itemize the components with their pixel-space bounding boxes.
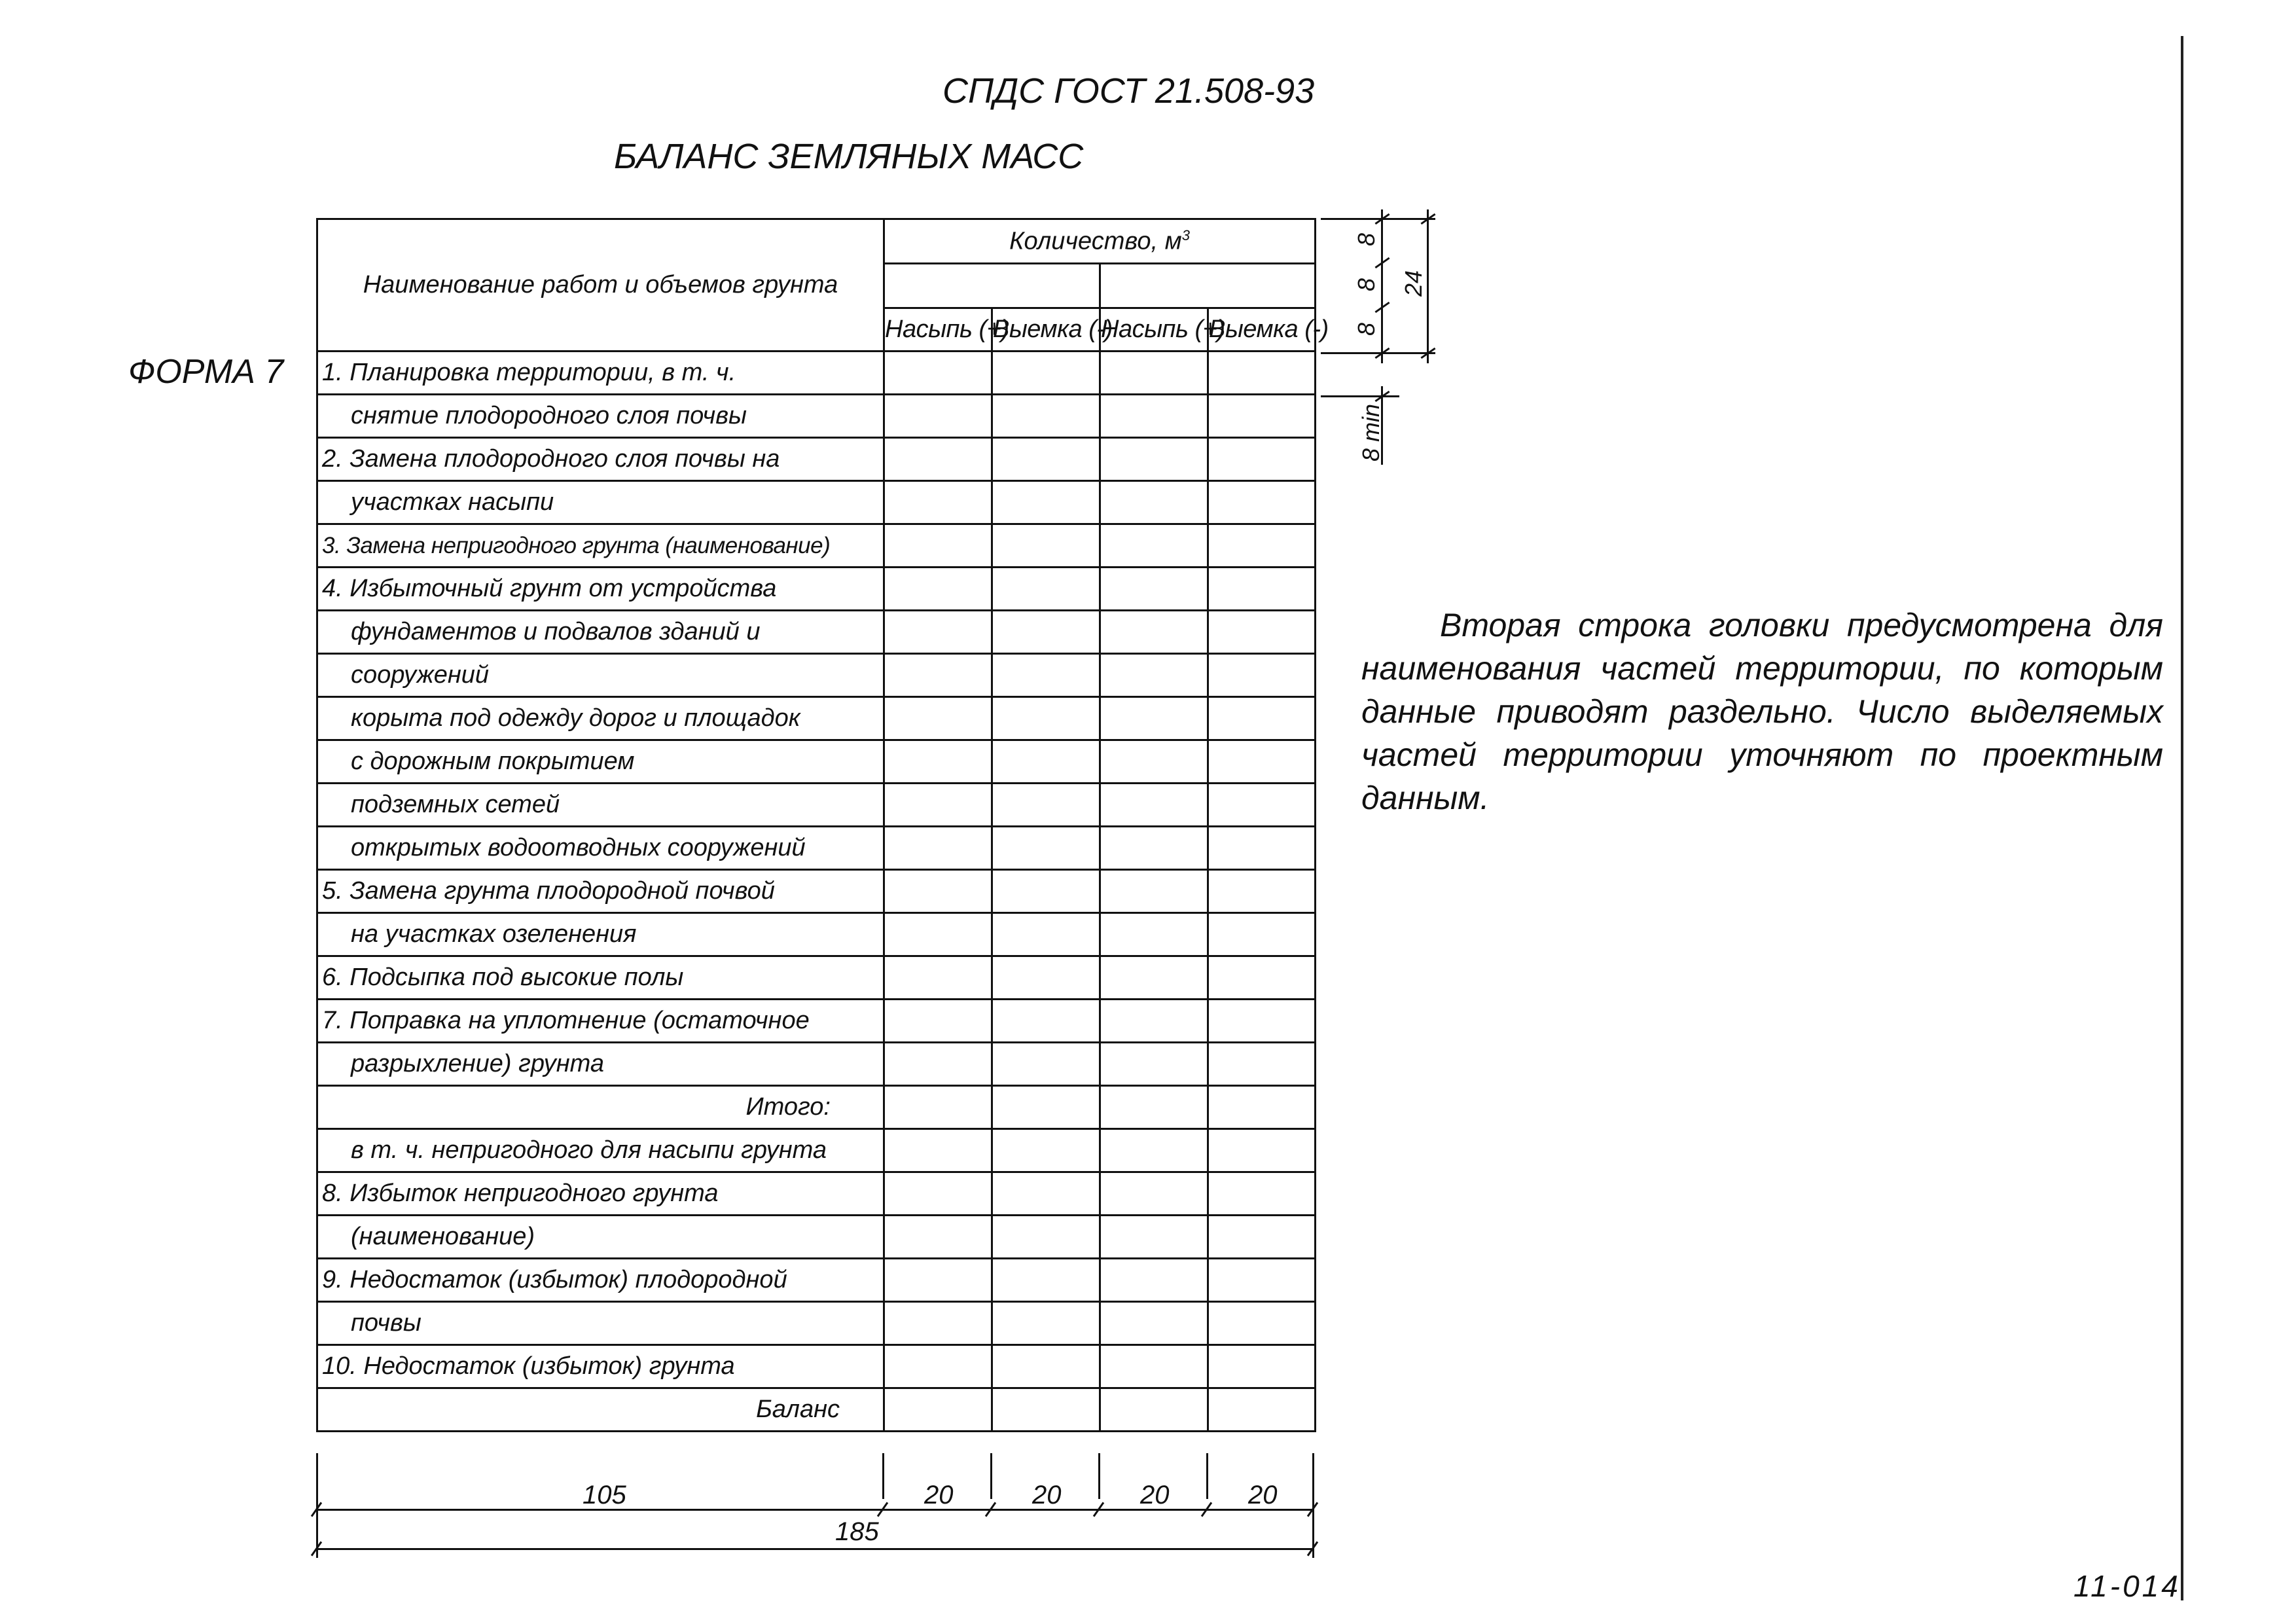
table-row: [317, 611, 1316, 654]
value-cell[interactable]: [1100, 1000, 1208, 1043]
value-cell[interactable]: [1100, 1129, 1208, 1172]
subheader-cut: Выемка (-): [992, 308, 1100, 352]
value-cell[interactable]: [992, 784, 1100, 827]
value-cell[interactable]: [1208, 956, 1316, 1000]
dim-header-row-1: 8: [1353, 232, 1380, 247]
value-cell[interactable]: [1208, 1216, 1316, 1259]
dim-column-width: 20: [1248, 1481, 1278, 1509]
value-cell[interactable]: [992, 740, 1100, 784]
page-reference: 11-014: [2073, 1569, 2181, 1603]
value-cell[interactable]: [884, 827, 992, 870]
value-cell[interactable]: [992, 524, 1100, 568]
row-label: 7. Поправка на уплотнение (остаточное: [317, 1000, 884, 1043]
value-cell[interactable]: [1100, 524, 1208, 568]
standard-code: СПДС ГОСТ 21.508-93: [942, 71, 1315, 111]
value-cell[interactable]: [1100, 740, 1208, 784]
value-cell[interactable]: [1208, 352, 1316, 395]
value-cell[interactable]: [1100, 1216, 1208, 1259]
value-cell[interactable]: [884, 740, 992, 784]
value-cell[interactable]: [1208, 611, 1316, 654]
value-cell[interactable]: [884, 956, 992, 1000]
value-cell[interactable]: [884, 913, 992, 956]
value-cell[interactable]: [1100, 1302, 1208, 1345]
value-cell[interactable]: [992, 956, 1100, 1000]
value-cell[interactable]: [1100, 1086, 1208, 1129]
value-cell[interactable]: [1208, 524, 1316, 568]
dim-row-min: 8 min: [1357, 403, 1384, 462]
table-row: [317, 1216, 1316, 1259]
table-row: [317, 827, 1316, 870]
row-label: 4. Избыточный грунт от устройства: [317, 568, 884, 611]
table-row: [317, 1043, 1316, 1086]
row-label: (наименование): [317, 1216, 884, 1259]
table-row: [317, 1086, 1316, 1129]
table-row: [317, 1259, 1316, 1302]
table-row: [317, 1345, 1316, 1388]
value-cell[interactable]: [1208, 697, 1316, 740]
page-border-line: [2181, 36, 2183, 1600]
row-label: участках насыпи: [317, 481, 884, 524]
row-label: корыта под одежду дорог и площадок: [317, 697, 884, 740]
value-cell[interactable]: [1100, 956, 1208, 1000]
value-cell[interactable]: [884, 784, 992, 827]
value-cell[interactable]: [1100, 870, 1208, 913]
dimension-extension-line: [990, 1453, 992, 1499]
table-row: [317, 913, 1316, 956]
header-name-cell: Наименование работ и объемов грунта: [317, 219, 884, 352]
value-cell[interactable]: [1208, 1345, 1316, 1388]
value-cell[interactable]: [1208, 1000, 1316, 1043]
table-row: [317, 654, 1316, 697]
value-cell[interactable]: [1208, 438, 1316, 481]
value-cell[interactable]: [992, 1000, 1100, 1043]
territory-part-cell: [1100, 264, 1316, 308]
subheader-cut: Выемка (-): [1208, 308, 1316, 352]
value-cell[interactable]: [992, 1216, 1100, 1259]
table-row: [317, 568, 1316, 611]
value-cell[interactable]: [992, 352, 1100, 395]
row-label: 3. Замена непригодного грунта (наименование): [317, 524, 884, 568]
table-row: [317, 352, 1316, 395]
row-label: 9. Недостаток (избыток) плодородной: [317, 1259, 884, 1302]
value-cell[interactable]: [884, 1388, 992, 1432]
dim-header-row-3: 8: [1353, 322, 1380, 336]
row-label: снятие плодородного слоя почвы: [317, 395, 884, 438]
row-label: 2. Замена плодородного слоя почвы на: [317, 438, 884, 481]
table-row: [317, 438, 1316, 481]
value-cell[interactable]: [1208, 1129, 1316, 1172]
value-cell[interactable]: [1208, 568, 1316, 611]
value-cell[interactable]: [992, 568, 1100, 611]
value-cell[interactable]: [884, 611, 992, 654]
value-cell[interactable]: [884, 697, 992, 740]
value-cell[interactable]: [992, 611, 1100, 654]
value-cell[interactable]: [992, 481, 1100, 524]
dim-column-width: 20: [1140, 1481, 1170, 1509]
row-label: на участках озеленения: [317, 913, 884, 956]
value-cell[interactable]: [992, 1345, 1100, 1388]
value-cell[interactable]: [884, 395, 992, 438]
value-cell[interactable]: [884, 1259, 992, 1302]
value-cell[interactable]: [884, 524, 992, 568]
value-cell[interactable]: [992, 1388, 1100, 1432]
row-label: подземных сетей: [317, 784, 884, 827]
table-row: [317, 697, 1316, 740]
table-row: [317, 1000, 1316, 1043]
table-row: [317, 1302, 1316, 1345]
row-label: в т. ч. непригодного для насыпи грунта: [317, 1129, 884, 1172]
row-label: с дорожным покрытием: [317, 740, 884, 784]
earth-balance-table: [316, 218, 1329, 1432]
value-cell[interactable]: [1100, 1388, 1208, 1432]
value-cell[interactable]: [1208, 784, 1316, 827]
dim-column-width: 20: [1032, 1481, 1062, 1509]
value-cell[interactable]: [1100, 1172, 1208, 1216]
value-cell[interactable]: [884, 438, 992, 481]
table-row: [317, 481, 1316, 524]
dimension-extension-line: [1206, 1453, 1208, 1499]
value-cell[interactable]: [1208, 654, 1316, 697]
value-cell[interactable]: [1208, 1172, 1316, 1216]
value-cell[interactable]: [884, 654, 992, 697]
value-cell[interactable]: [1100, 481, 1208, 524]
dim-header-total: 24: [1400, 270, 1427, 297]
dimension-line: [316, 1548, 1314, 1550]
table-row: [317, 870, 1316, 913]
dimension-line: [1381, 209, 1383, 363]
value-cell[interactable]: [1208, 481, 1316, 524]
dim-total-width: 185: [835, 1517, 879, 1546]
value-cell[interactable]: [1208, 740, 1316, 784]
form-label: ФОРМА 7: [128, 353, 284, 391]
value-cell[interactable]: [884, 1345, 992, 1388]
header-quantity-cell: Количество, $м^3$: [884, 219, 1316, 264]
table-row: [317, 784, 1316, 827]
value-cell[interactable]: [1100, 568, 1208, 611]
dim-name-column-width: 105: [583, 1481, 626, 1509]
value-cell[interactable]: [1208, 870, 1316, 913]
value-cell[interactable]: [1100, 827, 1208, 870]
table-row: [317, 1129, 1316, 1172]
table-row: [317, 740, 1316, 784]
table-row: [317, 1172, 1316, 1216]
value-cell[interactable]: [1100, 1043, 1208, 1086]
row-label: сооружений: [317, 654, 884, 697]
dim-header-row-2: 8: [1353, 278, 1380, 292]
row-label: 8. Избыток непригодного грунта: [317, 1172, 884, 1216]
dimension-extension-line: [882, 1453, 884, 1499]
value-cell[interactable]: [1208, 1302, 1316, 1345]
value-cell[interactable]: [992, 438, 1100, 481]
value-cell[interactable]: [884, 568, 992, 611]
row-label: Итого:: [317, 1086, 884, 1129]
value-cell[interactable]: [884, 1172, 992, 1216]
value-cell[interactable]: [884, 1302, 992, 1345]
value-cell[interactable]: [884, 1043, 992, 1086]
value-cell[interactable]: [884, 1086, 992, 1129]
value-cell[interactable]: [1208, 1043, 1316, 1086]
table-row: [317, 524, 1316, 568]
table-row: [317, 1388, 1316, 1432]
value-cell[interactable]: [884, 1000, 992, 1043]
value-cell[interactable]: [992, 1172, 1100, 1216]
value-cell[interactable]: [1100, 438, 1208, 481]
value-cell[interactable]: [1208, 395, 1316, 438]
value-cell[interactable]: [992, 1086, 1100, 1129]
value-cell[interactable]: [1100, 352, 1208, 395]
form-title: БАЛАНС ЗЕМЛЯНЫХ МАСС: [614, 137, 1084, 176]
value-cell[interactable]: [992, 395, 1100, 438]
value-cell[interactable]: [1100, 913, 1208, 956]
row-label: открытых водоотводных сооружений: [317, 827, 884, 870]
value-cell[interactable]: [992, 697, 1100, 740]
value-cell[interactable]: [992, 1259, 1100, 1302]
table-row: [317, 395, 1316, 438]
value-cell[interactable]: [884, 1216, 992, 1259]
value-cell[interactable]: [884, 352, 992, 395]
value-cell[interactable]: [884, 870, 992, 913]
value-cell[interactable]: [1100, 1259, 1208, 1302]
value-cell[interactable]: [884, 1129, 992, 1172]
value-cell[interactable]: [1208, 913, 1316, 956]
row-label: 6. Подсыпка под высокие полы: [317, 956, 884, 1000]
dimension-extension-line: [1098, 1453, 1100, 1499]
row-label: 10. Недостаток (избыток) грунта: [317, 1345, 884, 1388]
value-cell[interactable]: [1100, 611, 1208, 654]
value-cell[interactable]: [1208, 1086, 1316, 1129]
subheader-fill: Насыпь (+): [884, 308, 992, 352]
row-label: 5. Замена грунта плодородной почвой: [317, 870, 884, 913]
dim-column-width: 20: [924, 1481, 954, 1509]
value-cell[interactable]: [1100, 395, 1208, 438]
value-cell[interactable]: [992, 654, 1100, 697]
value-cell[interactable]: [1100, 654, 1208, 697]
subheader-fill: Насыпь (+): [1100, 308, 1208, 352]
value-cell[interactable]: [1208, 827, 1316, 870]
value-cell[interactable]: [1208, 1388, 1316, 1432]
value-cell[interactable]: [992, 1302, 1100, 1345]
note-text: Вторая строка головки предусмотрена для наименования частей территории, по которым данные приводят раздельно. Число выделяемых частей территории уточняют по проектным данным.: [1361, 607, 2163, 816]
value-cell[interactable]: [992, 913, 1100, 956]
table-row: [317, 956, 1316, 1000]
value-cell[interactable]: [1100, 784, 1208, 827]
row-label: разрыхление) грунта: [317, 1043, 884, 1086]
value-cell[interactable]: [992, 870, 1100, 913]
value-cell[interactable]: [992, 1043, 1100, 1086]
row-label: Баланс: [317, 1388, 884, 1432]
row-label: почвы: [317, 1302, 884, 1345]
value-cell[interactable]: [1100, 1345, 1208, 1388]
row-label: фундаментов и подвалов зданий и: [317, 611, 884, 654]
value-cell[interactable]: [1208, 1259, 1316, 1302]
value-cell[interactable]: [992, 1129, 1100, 1172]
territory-part-cell: [884, 264, 1100, 308]
value-cell[interactable]: [884, 481, 992, 524]
value-cell[interactable]: [992, 827, 1100, 870]
value-cell[interactable]: [1100, 697, 1208, 740]
row-label: 1. Планировка территории, в т. ч.: [317, 352, 884, 395]
